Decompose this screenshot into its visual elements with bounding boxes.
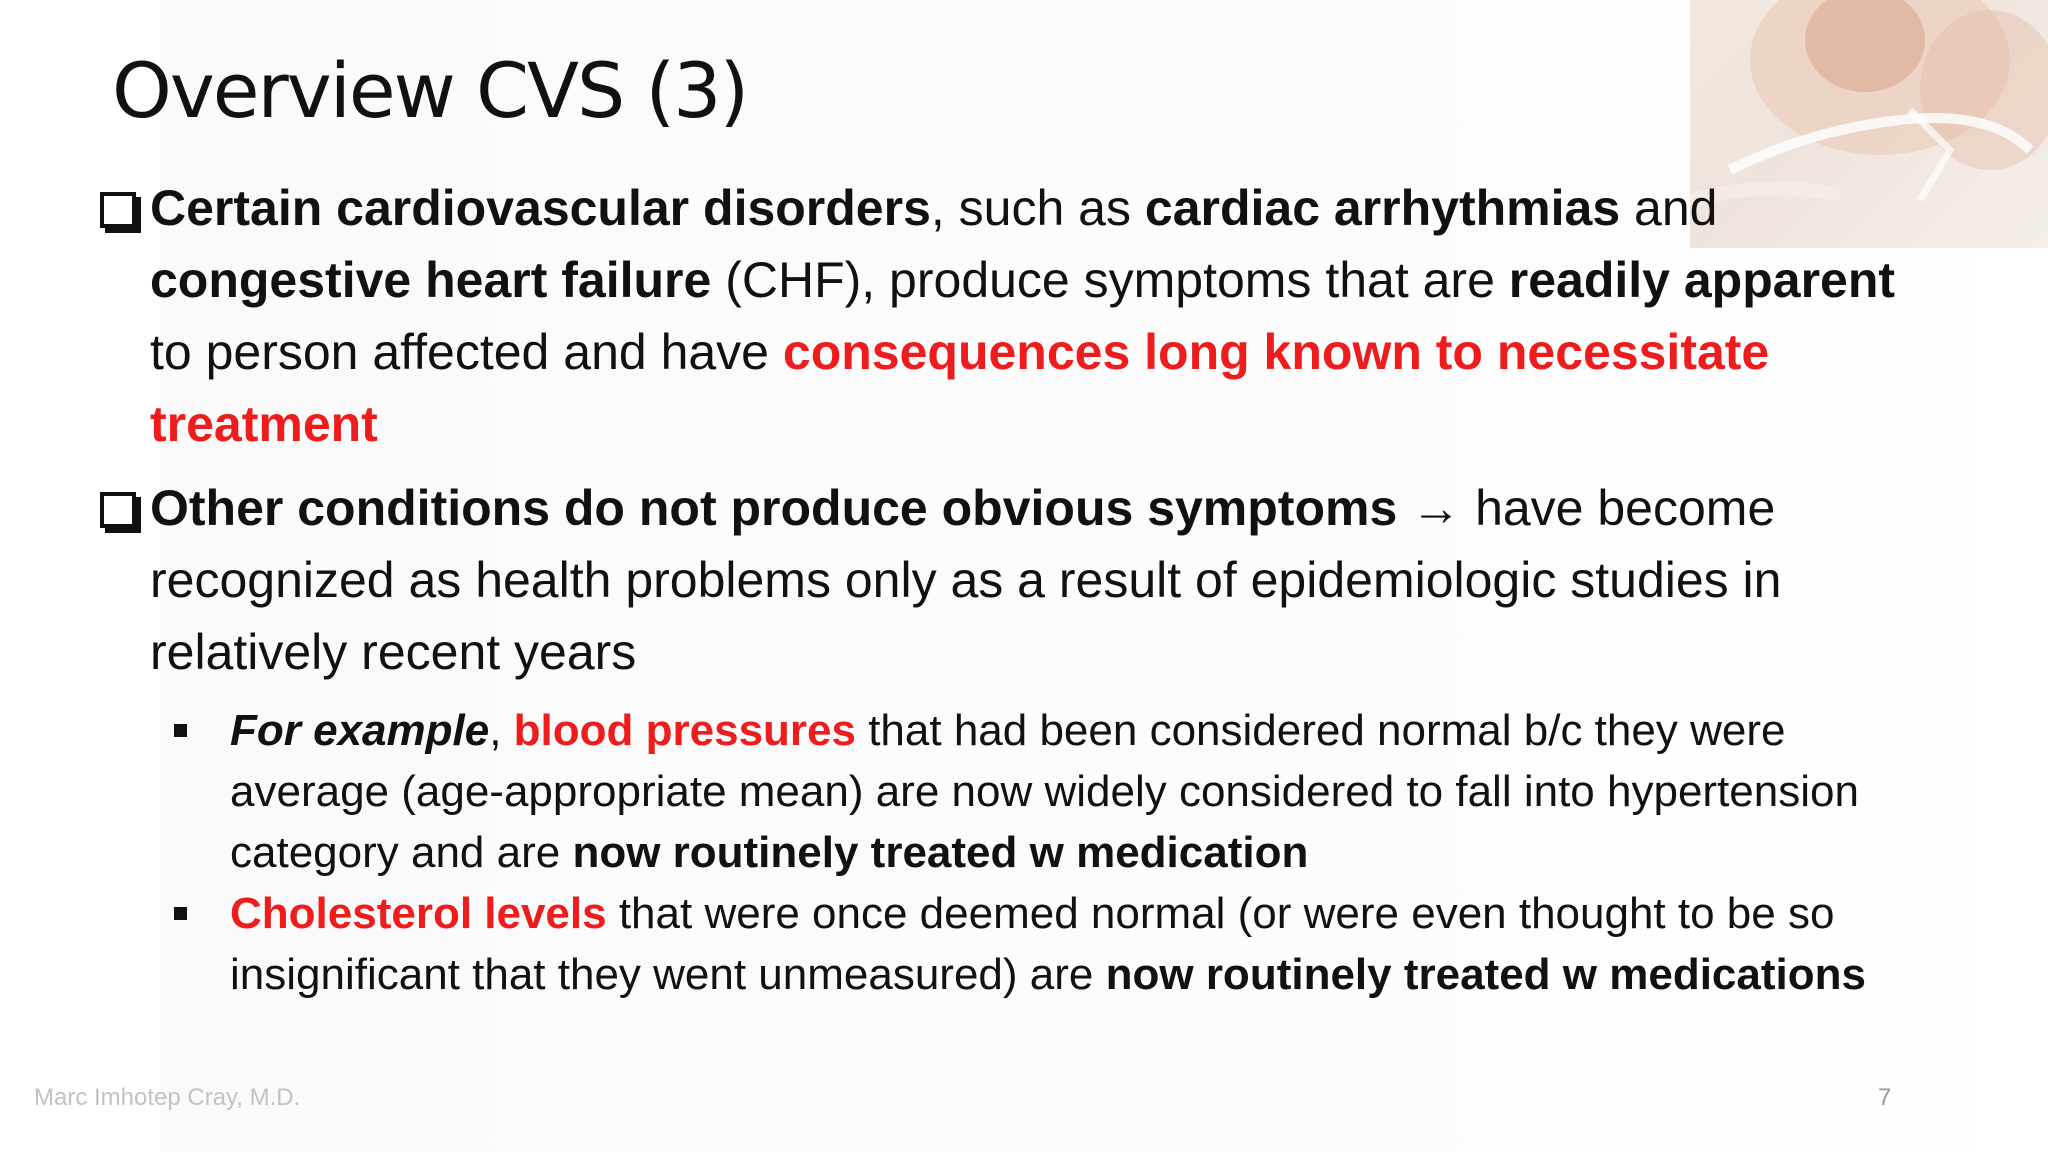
arrow-right-icon: → [1397, 480, 1476, 536]
sub-bullet-blood-pressure: For example, blood pressures that had been considered normal b/c they were average (age-appropriate mean) are now widely considered to fall into hypertension category and are now routinely treated w medication [96, 700, 1896, 883]
checkbox-bullet-icon [100, 492, 136, 528]
bullet-other-conditions: Other conditions do not produce obvious symptoms → have become recognized as health problems only as a result of epidemiologic studies in relatively recent years [96, 472, 1896, 688]
slide-body [96, 172, 1896, 1005]
page-number: 7 [1878, 1084, 1892, 1111]
footer-author: Marc Imhotep Cray, M.D. [34, 1084, 301, 1111]
sub-bullet-cholesterol: Cholesterol levels that were once deemed normal (or were even thought to be so insignificant that they went unmeasured) are now routinely treated w medications [96, 883, 1896, 1005]
square-bullet-icon [174, 907, 187, 920]
square-bullet-icon [174, 724, 187, 737]
page-title: Overview CVS (3) [112, 46, 748, 135]
bullet-cardiovascular-disorders: Certain cardiovascular disorders, such as cardiac arrhythmias and congestive heart failure (CHF), produce symptoms that are readily apparent to person affected and have consequences long known to necessitate treatment [96, 172, 1896, 460]
checkbox-bullet-icon [100, 192, 136, 228]
